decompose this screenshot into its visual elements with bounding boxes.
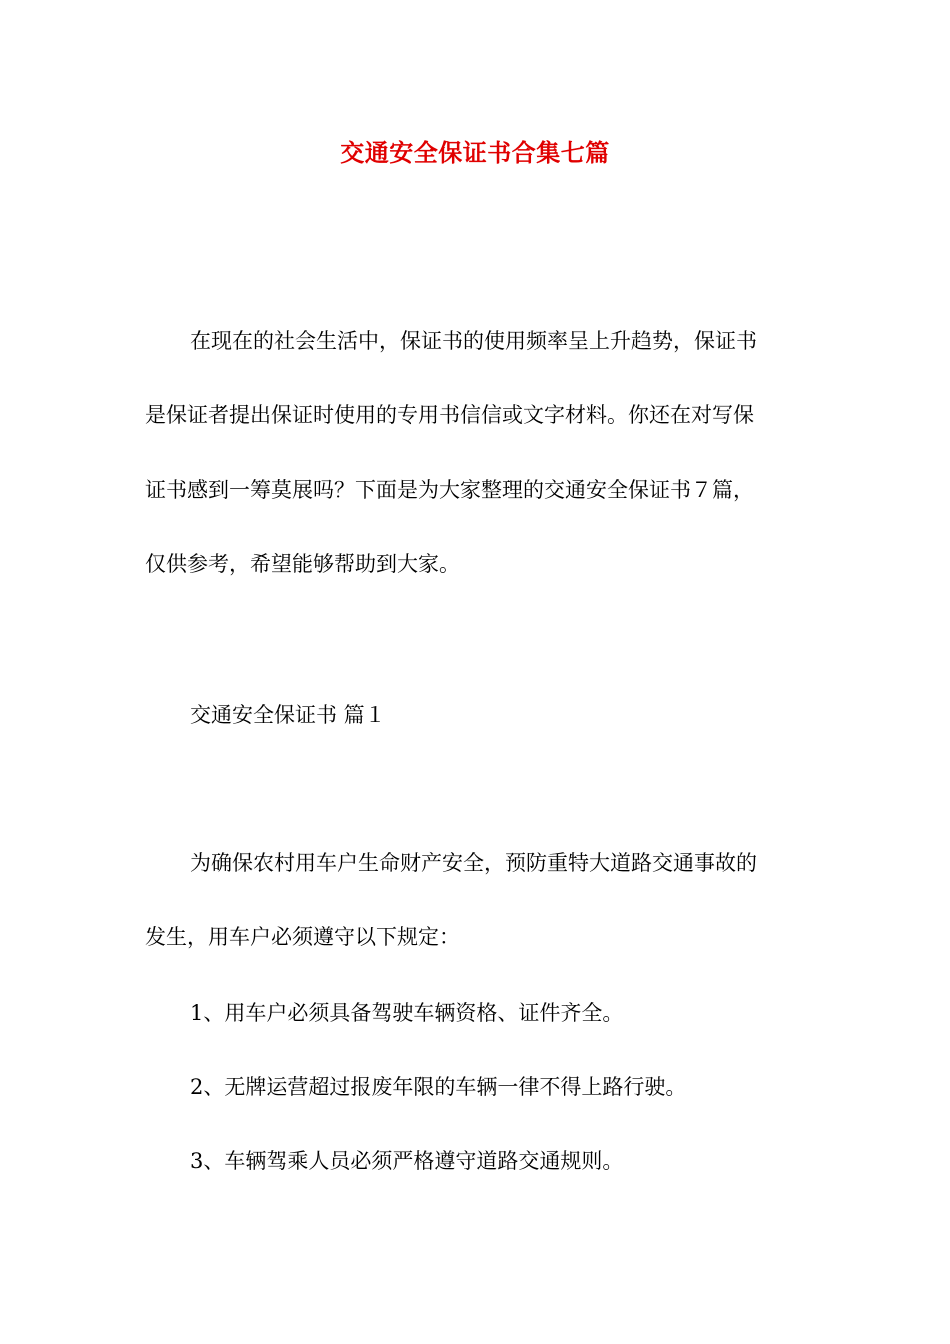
intro-line-1: 在现在的社会生活中，保证书的使用频率呈上升趋势，保证书 xyxy=(190,329,757,353)
body-line-2: 发生，用车户必须遵守以下规定： xyxy=(145,925,460,949)
document-title: 交通安全保证书合集七篇 xyxy=(340,138,610,167)
list-item-2: 2、无牌运营超过报废年限的车辆一律不得上路行驶。 xyxy=(190,1075,687,1099)
section-heading: 交通安全保证书 篇１ xyxy=(190,703,386,727)
intro-line-4: 仅供参考，希望能够帮助到大家。 xyxy=(145,552,460,576)
body-line-1: 为确保农村用车户生命财产安全，预防重特大道路交通事故的 xyxy=(190,851,757,875)
intro-line-3: 证书感到一筹莫展吗？下面是为大家整理的交通安全保证书７篇， xyxy=(145,478,754,502)
list-item-1: 1、用车户必须具备驾驶车辆资格、证件齐全。 xyxy=(190,1001,624,1025)
intro-line-2: 是保证者提出保证时使用的专用书信信或文字材料。你还在对写保 xyxy=(145,403,754,427)
list-item-3: 3、车辆驾乘人员必须严格遵守道路交通规则。 xyxy=(190,1149,624,1173)
